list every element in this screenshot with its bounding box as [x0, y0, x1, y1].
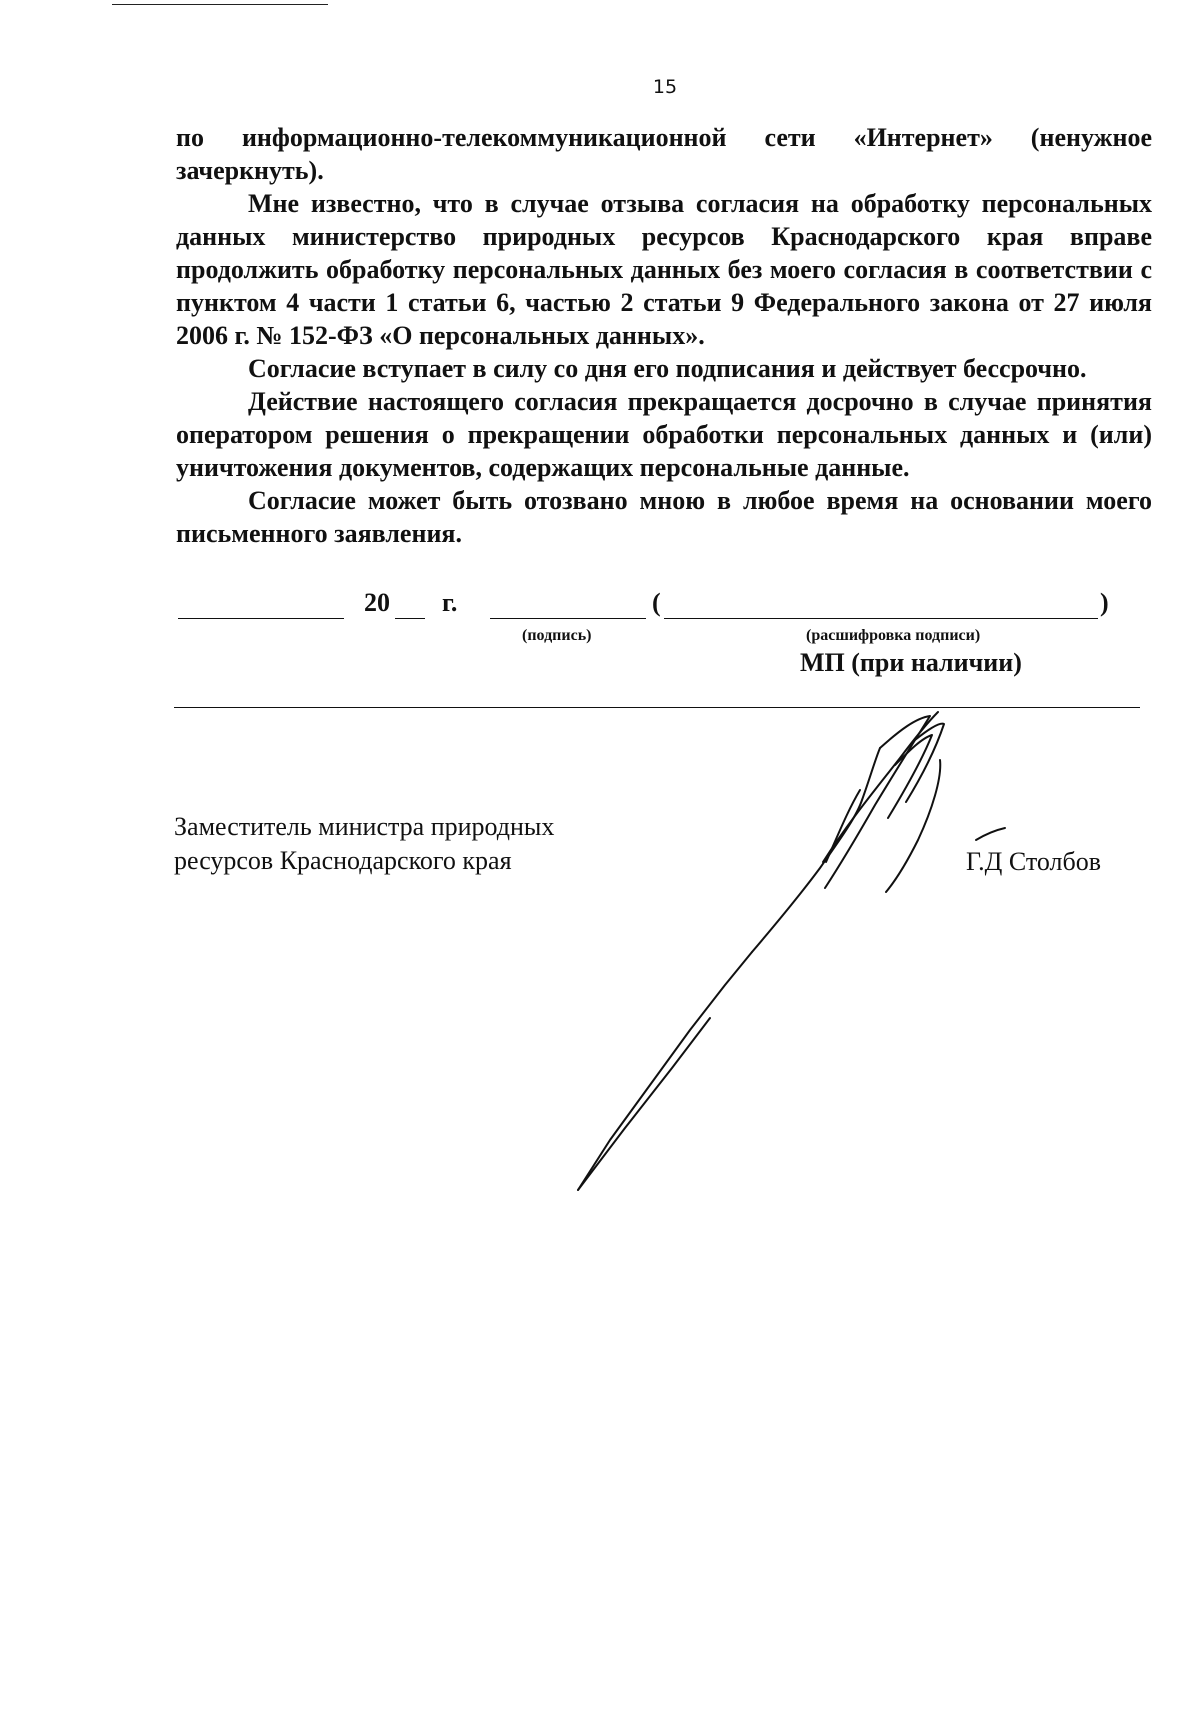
paragraph-5: Согласие может быть отозвано мною в любое время на основании моего письменного заявления. [176, 486, 1152, 548]
paragraph-2: Мне известно, что в случае отзыва согласия на обработку персональных данных министерство природных ресурсов Краснодарского края вправе продолжить обработку персональных данных без моего согласия в соответствии с пунктом 4 части 1 статьи 6, частью 2 статьи 9 Федерального закона от 27 июля 2006 г. № 152-ФЗ «О персональных данных». [176, 189, 1152, 350]
year-prefix: 20 [364, 588, 390, 617]
signatory-name: Г.Д Столбов [966, 847, 1101, 876]
decoding-caption: (расшифровка подписи) [806, 627, 981, 644]
year-suffix: г. [442, 588, 458, 617]
open-paren: ( [652, 588, 661, 617]
signatory-position [174, 810, 554, 878]
consent-body [176, 121, 1152, 550]
signature-caption: (подпись) [522, 627, 592, 644]
top-rule [112, 4, 328, 5]
signature-date-row [0, 588, 1200, 628]
position-line-1: Заместитель министра природных [174, 812, 555, 841]
paragraph-4: Действие настоящего согласия прекращается досрочно в случае принятия оператором решения о прекращении обработки персональных данных и (или) уничтожения документов, содержащих персональные данные. [176, 387, 1152, 482]
position-line-2: ресурсов Краснодарского края [174, 846, 512, 875]
paragraph-3: Согласие вступает в силу со дня его подписания и действует бессрочно. [248, 354, 1087, 383]
close-paren: ) [1100, 588, 1109, 617]
stamp-note: МП (при наличии) [800, 648, 1022, 677]
year-blank [395, 588, 425, 619]
separator-rule [174, 707, 1140, 708]
date-day-month-blank [178, 588, 344, 619]
paragraph-1: по информационно-телекоммуникационной сети «Интернет» (ненужное зачеркнуть). [176, 123, 1152, 185]
signature-blank [490, 588, 646, 619]
page-number: 15 [652, 76, 678, 98]
signature-decoding-blank [664, 588, 1098, 619]
